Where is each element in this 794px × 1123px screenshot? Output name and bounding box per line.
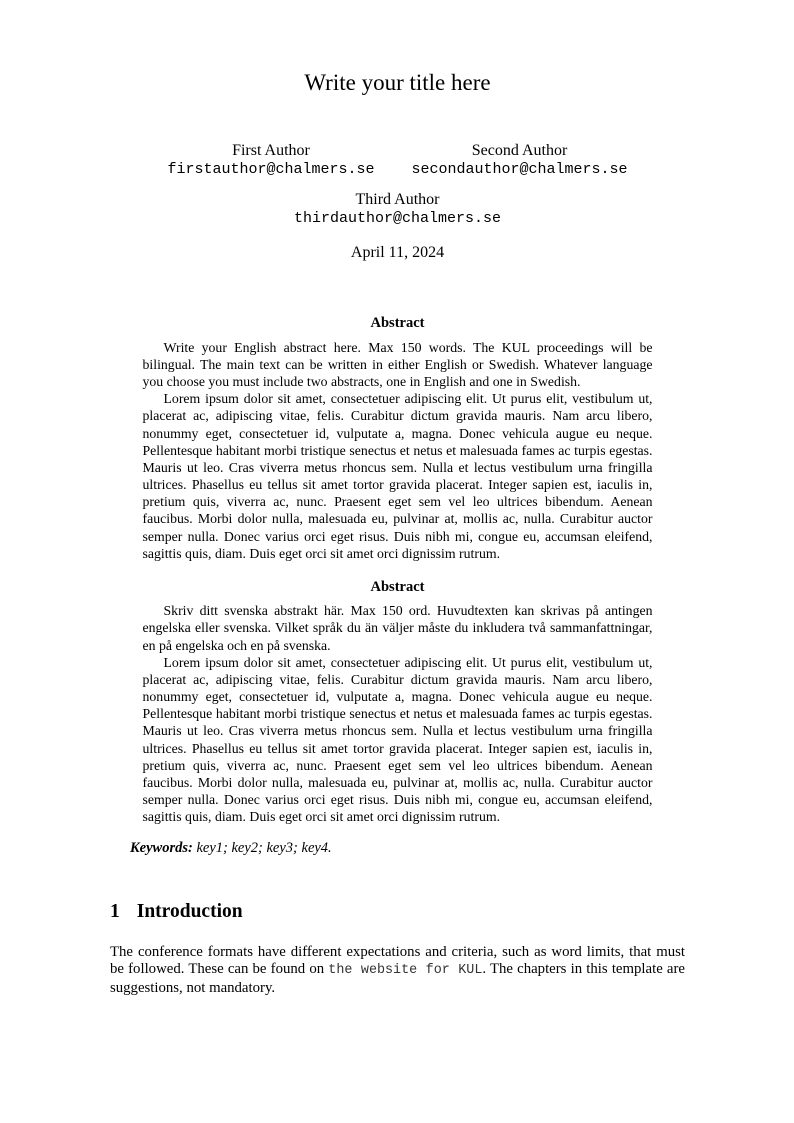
keywords-list: key1; key2; key3; key4. [196, 840, 332, 857]
author-email: secondauthor@chalmers.se [411, 160, 628, 178]
author-name: First Author [232, 141, 310, 159]
authors-row-1 [110, 141, 685, 180]
abstract-paragraph: Skriv ditt svenska abstrakt här. Max 150 ord. Huvudtexten kan skrivas på antingen engelska eller svenska. Vilket språk du än väljer måste du inkludera två sammanfattningar, en på engelska och en på svenska. [142, 603, 653, 653]
paper-title: Write your title here [304, 70, 491, 95]
abstract-heading: Abstract [370, 315, 425, 332]
abstract-paragraph: Lorem ipsum dolor sit amet, consectetuer adipiscing elit. Ut purus elit, vestibulum ut, placerat ac, adipiscing vitae, felis. Curabitur dictum gravida mauris. Nam arcu libero, nonummy eget, consectetuer id, vulputate a, magna. Donec vehicula augue eu neque. Pellentesque habitant morbi tristique senectus et netus et malesuada fames ac turpis egestas. Mauris ut leo. Cras viverra metus rhoncus sem. Nulla et lectus vestibulum urna fringilla ultrices. Phasellus eu tellus sit amet tortor gravida placerat. Integer sapien est, iaculis in, pretium quis, viverra ac, nunc. Praesent eget sem vel leo ultrices bibendum. Aenean faucibus. Morbi dolor nulla, malesuada eu, pulvinar at, mollis ac, nulla. Curabitur auctor semper nulla. Donec varius orci eget risus. Duis nibh mi, congue eu, accumsan eleifend, sagittis quis, diam. Duis eget orci sit amet orci dignissim rutrum. [142, 654, 653, 825]
author-name: Third Author [355, 190, 440, 208]
author-third [294, 190, 501, 229]
abstract-paragraph: Write your English abstract here. Max 150 words. The KUL proceedings will be bilingual. The main text can be written in either English or Swedish. Whatever language you choose you must include two abstracts, one in English and one in Swedish. [142, 339, 653, 390]
section-number: 1 [110, 901, 120, 923]
author-name: Second Author [471, 141, 568, 159]
author-second [412, 141, 628, 180]
authors-row-2 [110, 190, 685, 229]
kul-website-link[interactable]: the website for KUL [328, 963, 483, 979]
author-email: thirdauthor@chalmers.se [293, 209, 502, 227]
section-title: Introduction [136, 901, 243, 923]
paper-date: April 11, 2024 [350, 244, 445, 262]
section-heading-introduction [110, 900, 685, 923]
author-email: firstauthor@chalmers.se [167, 160, 375, 178]
intro-text-after: . The chapters in this template are suggestions, not mandatory. [110, 961, 685, 997]
intro-text-before: The conference formats have different expectations and criteria, such as word limits, that must be followed. These can be found on [110, 943, 685, 978]
abstract-paragraph: Lorem ipsum dolor sit amet, consectetuer adipiscing elit. Ut purus elit, vestibulum ut, placerat ac, adipiscing vitae, felis. Curabitur dictum gravida mauris. Nam arcu libero, nonummy eget, consectetuer id, vulputate a, magna. Donec vehicula augue eu neque. Pellentesque habitant morbi tristique senectus et netus et malesuada fames ac turpis egestas. Mauris ut leo. Cras viverra metus rhoncus sem. Nulla et lectus vestibulum urna fringilla ultrices. Phasellus eu tellus sit amet tortor gravida placerat. Integer sapien est, iaculis in, pretium quis, viverra ac, nunc. Praesent eget sem vel leo ultrices bibendum. Aenean faucibus. Morbi dolor nulla, malesuada eu, pulvinar at, mollis ac, nulla. Curabitur auctor semper nulla. Donec varius orci eget risus. Duis nibh mi, congue eu, accumsan eleifend, sagittis quis, diam. Duis eget orci sit amet orci dignissim rutrum. [142, 391, 653, 561]
author-first [167, 141, 374, 180]
intro-paragraph [110, 944, 685, 998]
abstract-swedish [143, 579, 653, 825]
keywords-line [130, 839, 685, 857]
abstract-heading: Abstract [370, 578, 425, 595]
abstract-english [143, 315, 653, 561]
keywords-label: Keywords: [130, 840, 193, 857]
